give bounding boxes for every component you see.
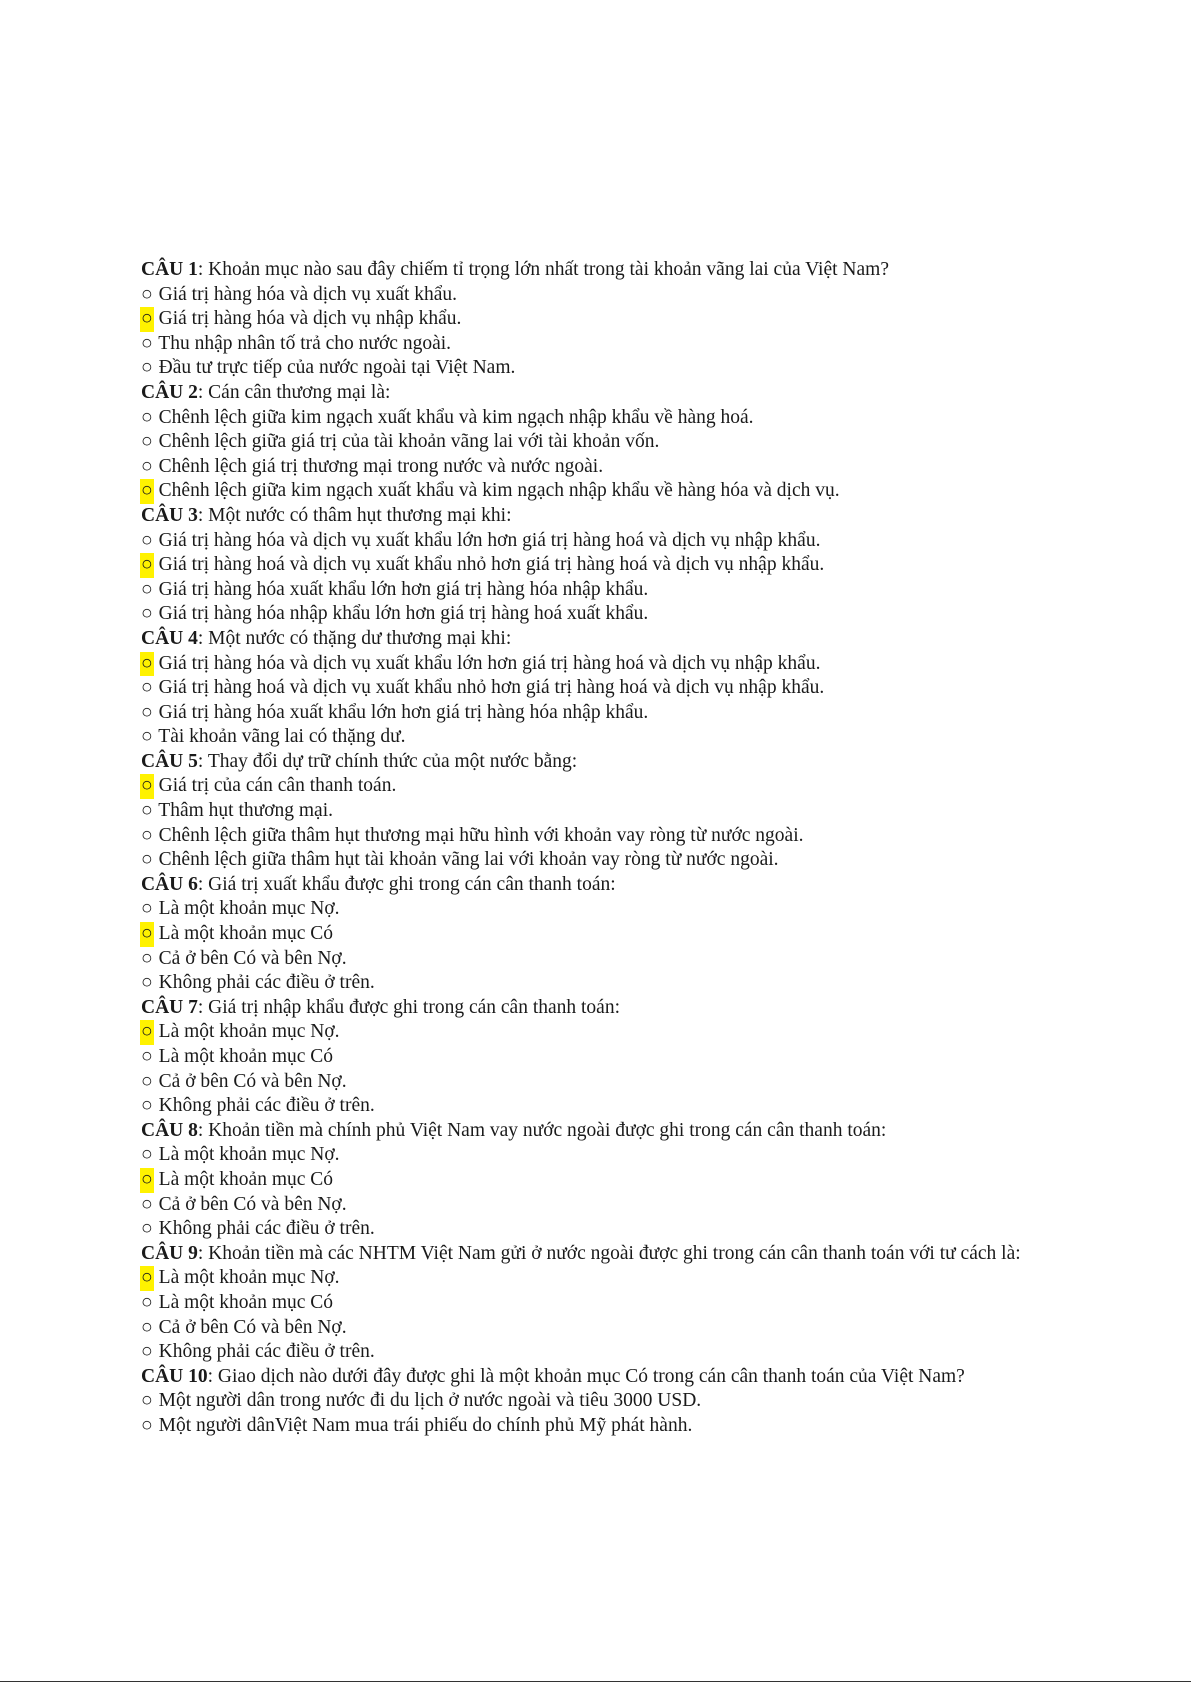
answer-option-text: Chênh lệch giữa giá trị của tài khoản vãng lai với tài khoản vốn. — [153, 431, 660, 453]
circle-bullet-icon: ○ — [141, 1218, 153, 1240]
answer-option-text: Là một khoản mục Có — [153, 1291, 334, 1313]
answer-option — [141, 602, 1061, 627]
highlighted-circle-bullet-icon: ○ — [140, 307, 154, 332]
answer-option-text: Giá trị của cán cân thanh toán. — [153, 775, 397, 797]
question-text — [141, 1242, 1061, 1267]
question-text — [141, 258, 1061, 283]
answer-option-text: Chênh lệch giữa kim ngạch xuất khẩu và kim ngạch nhập khẩu về hàng hóa và dịch vụ. — [153, 480, 840, 502]
answer-option — [141, 1217, 1061, 1242]
answer-option-text: Là một khoản mục Nợ. — [153, 1021, 340, 1043]
answer-option — [141, 455, 1061, 480]
answer-option — [141, 529, 1061, 554]
answer-option — [141, 1291, 1061, 1316]
question-stem: : Một nước có thặng dư thương mại khi: — [197, 627, 512, 649]
answer-option-text: Thâm hụt thương mại. — [153, 800, 333, 822]
question-block — [141, 258, 1061, 381]
answer-option-text: Thu nhập nhân tố trả cho nước ngoài. — [153, 332, 452, 354]
answer-option-text: Chênh lệch giá trị thương mại trong nước và nước ngoài. — [153, 455, 604, 477]
answer-option-text: Chênh lệch giữa thâm hụt tài khoản vãng lai với khoản vay ròng từ nước ngoài. — [153, 849, 779, 871]
question-text — [141, 627, 1061, 652]
answer-option — [141, 1143, 1061, 1168]
answer-option — [141, 1414, 1061, 1439]
answer-option — [141, 1266, 1061, 1291]
question-block — [141, 996, 1061, 1119]
answer-option — [141, 1168, 1061, 1193]
answer-option-text: Cả ở bên Có và bên Nợ. — [153, 1070, 347, 1092]
question-stem: : Giá trị nhập khẩu được ghi trong cán cân thanh toán: — [197, 996, 621, 1018]
question-stem: : Một nước có thâm hụt thương mại khi: — [197, 504, 512, 526]
answer-option-text: Chênh lệch giữa thâm hụt thương mại hữu hình với khoản vay ròng từ nước ngoài. — [153, 824, 804, 846]
page-footer-rule — [0, 1681, 1191, 1682]
circle-bullet-icon: ○ — [141, 1095, 153, 1117]
question-label: CÂU 4 — [141, 627, 198, 649]
highlighted-circle-bullet-icon: ○ — [140, 922, 154, 947]
answer-option-text: Là một khoản mục Có — [153, 1168, 334, 1190]
answer-option-text: Giá trị hàng hóa và dịch vụ xuất khẩu lớn hơn giá trị hàng hoá và dịch vụ nhập khẩu. — [153, 652, 821, 674]
circle-bullet-icon: ○ — [141, 1144, 153, 1166]
answer-option-text: Giá trị hàng hóa và dịch vụ xuất khẩu. — [153, 283, 458, 305]
answer-option-text: Là một khoản mục Nợ. — [153, 898, 340, 920]
question-text — [141, 996, 1061, 1021]
answer-option — [141, 1316, 1061, 1341]
answer-option-text: Là một khoản mục Nợ. — [153, 1144, 340, 1166]
answer-option — [141, 578, 1061, 603]
answer-option-text: Là một khoản mục Có — [153, 1046, 334, 1067]
question-block — [141, 1365, 1061, 1439]
circle-bullet-icon: ○ — [141, 1046, 153, 1067]
question-block — [141, 1119, 1061, 1242]
answer-option — [141, 1340, 1061, 1365]
question-text — [141, 873, 1061, 898]
answer-option-text: Là một khoản mục Nợ. — [153, 1267, 340, 1289]
question-text — [141, 750, 1061, 775]
circle-bullet-icon: ○ — [141, 1341, 153, 1363]
circle-bullet-icon: ○ — [141, 1390, 153, 1412]
question-label: CÂU 10 — [141, 1365, 208, 1387]
answer-option-text: Một người dân trong nước đi du lịch ở nước ngoài và tiêu 3000 USD. — [153, 1390, 702, 1412]
circle-bullet-icon: ○ — [141, 332, 153, 354]
question-label: CÂU 6 — [141, 873, 198, 895]
question-label: CÂU 3 — [141, 504, 198, 526]
answer-option — [141, 701, 1061, 726]
circle-bullet-icon: ○ — [141, 677, 153, 699]
answer-option-text: Giá trị hàng hóa và dịch vụ xuất khẩu lớn hơn giá trị hàng hoá và dịch vụ nhập khẩu. — [153, 529, 821, 551]
highlighted-circle-bullet-icon: ○ — [140, 1020, 154, 1045]
circle-bullet-icon: ○ — [141, 701, 153, 723]
answer-option-text: Cả ở bên Có và bên Nợ. — [153, 1193, 347, 1215]
circle-bullet-icon: ○ — [141, 283, 153, 305]
answer-option — [141, 1094, 1061, 1119]
answer-option — [141, 332, 1061, 357]
question-stem: : Khoản tiền mà chính phủ Việt Nam vay nước ngoài được ghi trong cán cân thanh toán: — [197, 1119, 887, 1141]
circle-bullet-icon: ○ — [141, 849, 153, 871]
answer-option-text: Một người dânViệt Nam mua trái phiếu do chính phủ Mỹ phát hành. — [153, 1414, 693, 1436]
answer-option-text: Cả ở bên Có và bên Nợ. — [153, 1316, 347, 1338]
circle-bullet-icon: ○ — [141, 357, 153, 379]
highlighted-circle-bullet-icon: ○ — [140, 479, 154, 504]
circle-bullet-icon: ○ — [141, 603, 153, 625]
question-block — [141, 873, 1061, 996]
answer-option — [141, 897, 1061, 922]
question-text — [141, 504, 1061, 529]
circle-bullet-icon: ○ — [141, 726, 153, 748]
circle-bullet-icon: ○ — [141, 578, 153, 600]
circle-bullet-icon: ○ — [141, 800, 153, 822]
answer-option-text: Giá trị hàng hóa nhập khẩu lớn hơn giá trị hàng hoá xuất khẩu. — [153, 603, 649, 625]
answer-option-text: Không phải các điều ở trên. — [153, 1095, 375, 1117]
answer-option — [141, 848, 1061, 873]
answer-option — [141, 947, 1061, 972]
question-block — [141, 1242, 1061, 1365]
answer-option-text: Là một khoản mục Có — [153, 923, 334, 945]
answer-option — [141, 553, 1061, 578]
highlighted-circle-bullet-icon: ○ — [140, 1266, 154, 1291]
question-block — [141, 750, 1061, 873]
question-stem: : Giao dịch nào dưới đây được ghi là một khoản mục Có trong cán cân thanh toán của Việt Nam? — [207, 1365, 965, 1387]
circle-bullet-icon: ○ — [141, 455, 153, 477]
highlighted-circle-bullet-icon: ○ — [140, 652, 154, 677]
answer-option — [141, 1070, 1061, 1095]
answer-option-text: Cả ở bên Có và bên Nợ. — [153, 947, 347, 969]
answer-option — [141, 1193, 1061, 1218]
answer-option-text: Giá trị hàng hoá và dịch vụ xuất khẩu nhỏ hơn giá trị hàng hoá và dịch vụ nhập khẩu. — [153, 677, 825, 699]
answer-option — [141, 774, 1061, 799]
answer-option-text: Giá trị hàng hóa xuất khẩu lớn hơn giá trị hàng hóa nhập khẩu. — [153, 701, 649, 723]
answer-option — [141, 725, 1061, 750]
highlighted-circle-bullet-icon: ○ — [140, 1168, 154, 1193]
question-label: CÂU 8 — [141, 1119, 198, 1141]
answer-option-text: Giá trị hàng hoá và dịch vụ xuất khẩu nhỏ hơn giá trị hàng hoá và dịch vụ nhập khẩu. — [153, 554, 825, 576]
circle-bullet-icon: ○ — [141, 529, 153, 551]
question-text — [141, 1119, 1061, 1144]
answer-option — [141, 971, 1061, 996]
answer-option — [141, 922, 1061, 947]
highlighted-circle-bullet-icon: ○ — [140, 774, 154, 799]
answer-option — [141, 1389, 1061, 1414]
circle-bullet-icon: ○ — [141, 1291, 153, 1313]
circle-bullet-icon: ○ — [141, 1414, 153, 1436]
question-stem: : Khoản tiền mà các NHTM Việt Nam gửi ở nước ngoài được ghi trong cán cân thanh toán với tư cách là: — [197, 1242, 1021, 1264]
circle-bullet-icon: ○ — [141, 406, 153, 428]
circle-bullet-icon: ○ — [141, 898, 153, 920]
answer-option — [141, 652, 1061, 677]
answer-option — [141, 307, 1061, 332]
question-block — [141, 381, 1061, 504]
question-label: CÂU 9 — [141, 1242, 198, 1264]
question-stem: : Cán cân thương mại là: — [197, 381, 391, 403]
question-stem: : Thay đổi dự trữ chính thức của một nước bằng: — [197, 750, 578, 772]
question-label: CÂU 7 — [141, 996, 198, 1018]
circle-bullet-icon: ○ — [141, 1070, 153, 1092]
answer-option — [141, 283, 1061, 308]
question-label: CÂU 5 — [141, 750, 198, 772]
question-label: CÂU 1 — [141, 259, 198, 280]
question-block — [141, 504, 1061, 627]
question-stem: : Giá trị xuất khẩu được ghi trong cán cân thanh toán: — [197, 873, 616, 895]
question-text — [141, 381, 1061, 406]
answer-option-text: Chênh lệch giữa kim ngạch xuất khẩu và kim ngạch nhập khẩu về hàng hoá. — [153, 406, 754, 428]
answer-option — [141, 406, 1061, 431]
answer-option — [141, 430, 1061, 455]
answer-option — [141, 1045, 1061, 1070]
answer-option-text: Giá trị hàng hóa và dịch vụ nhập khẩu. — [153, 308, 462, 330]
answer-option — [141, 1020, 1061, 1045]
answer-option — [141, 479, 1061, 504]
question-list — [141, 258, 1061, 1439]
answer-option — [141, 676, 1061, 701]
question-stem: : Khoản mục nào sau đây chiếm tỉ trọng lớn nhất trong tài khoản vãng lai của Việt Nam? — [197, 259, 889, 280]
answer-option — [141, 356, 1061, 381]
answer-option-text: Đầu tư trực tiếp của nước ngoài tại Việt Nam. — [153, 357, 516, 379]
question-text — [141, 1365, 1061, 1390]
answer-option-text: Không phải các điều ở trên. — [153, 1341, 375, 1363]
circle-bullet-icon: ○ — [141, 972, 153, 994]
circle-bullet-icon: ○ — [141, 1316, 153, 1338]
question-block — [141, 627, 1061, 750]
answer-option — [141, 799, 1061, 824]
circle-bullet-icon: ○ — [141, 824, 153, 846]
answer-option-text: Giá trị hàng hóa xuất khẩu lớn hơn giá trị hàng hóa nhập khẩu. — [153, 578, 649, 600]
circle-bullet-icon: ○ — [141, 1193, 153, 1215]
circle-bullet-icon: ○ — [141, 947, 153, 969]
answer-option-text: Không phải các điều ở trên. — [153, 1218, 375, 1240]
answer-option-text: Không phải các điều ở trên. — [153, 972, 375, 994]
question-label: CÂU 2 — [141, 381, 198, 403]
answer-option — [141, 824, 1061, 849]
highlighted-circle-bullet-icon: ○ — [140, 553, 154, 578]
answer-option-text: Tài khoản vãng lai có thặng dư. — [153, 726, 406, 748]
circle-bullet-icon: ○ — [141, 431, 153, 453]
